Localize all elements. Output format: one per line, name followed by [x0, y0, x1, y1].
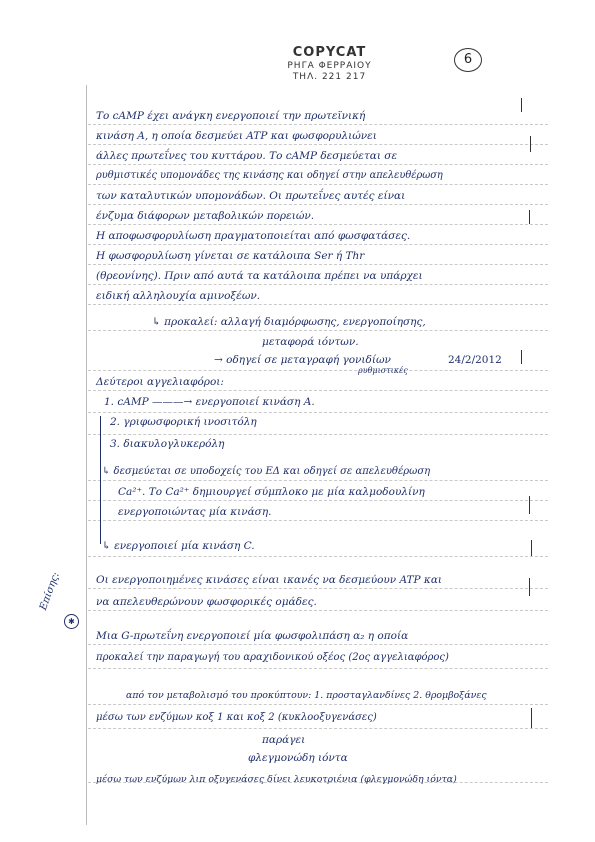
right-margin-mark — [531, 540, 533, 556]
text-line: των καταλυτικών υπομονάδων. Οι πρωτεΐνες αυτές είναι — [96, 190, 406, 202]
text-line: Ca²⁺. Το Ca²⁺ δημιουργεί σύμπλοκο με μία καλμοδουλίνη — [118, 486, 425, 498]
ruled-line — [88, 184, 548, 185]
ruled-line — [88, 284, 548, 285]
ruled-line — [88, 704, 548, 705]
text-line: από τον μεταβολισμό του προκύπτουν: 1. προσταγλανδίνες 2. θρομβοξάνες — [126, 690, 487, 701]
ruled-line — [88, 480, 548, 481]
page-number: 6 — [454, 48, 482, 72]
text-line: ένζυμα διάφορων μεταβολικών πορειών. — [96, 210, 315, 222]
ruled-line — [88, 204, 548, 205]
ruled-line — [88, 370, 548, 371]
ruled-line — [88, 330, 548, 331]
asterisk-circle-icon: ✱ — [64, 614, 79, 629]
list-bracket — [100, 440, 101, 544]
text-line: ↳ δεσμεύεται σε υποδοχείς του ΕΔ και οδηγεί σε απελευθέρωση — [102, 466, 431, 477]
ruled-line — [88, 728, 548, 729]
text-line: κινάση Α, η οποία δεσμεύει ATP και φωσφορυλιώνει — [96, 130, 377, 142]
text-line: μέσω των ενζύμων κοξ 1 και κοξ 2 (κυκλοοξυγενάσες) — [96, 712, 377, 723]
text-line: άλλες πρωτεΐνες του κυττάρου. Το cAMP δεσμεύεται σε — [96, 150, 398, 162]
text-line: Η φωσφορυλίωση γίνεται σε κατάλοιπα Ser ή Thr — [96, 250, 365, 262]
text-line: Οι ενεργοποιημένες κινάσες είναι ικανές να δεσμεύουν ATP και — [96, 574, 443, 586]
right-margin-mark — [530, 136, 532, 152]
right-margin-mark — [531, 708, 533, 728]
date: 24/2/2012 — [448, 354, 502, 366]
text-line: παράγει — [262, 734, 306, 746]
right-margin-mark — [529, 578, 531, 596]
text-line: (θρεονίνης). Πριν από αυτά τα κατάλοιπα πρέπει να υπάρχει — [96, 270, 423, 282]
text-line: → οδηγεί σε μεταγραφή γονιδίων — [214, 354, 391, 366]
copycat-stamp-title: COPYCAT — [292, 45, 367, 60]
list-item: 3. διακυλογλυκερόλη — [110, 438, 225, 450]
list-item: 1. cAMP ———→ ενεργοποιεί κινάση Α. — [104, 396, 315, 408]
section-heading: Δεύτεροι αγγελιαφόροι: — [96, 376, 224, 388]
ruled-line — [88, 304, 548, 305]
ruled-line — [88, 390, 548, 391]
right-margin-mark — [521, 350, 523, 364]
text-line: μέσω των ενζύμων λιπ οξυγενάσες δίνει λευκοτριένια (φλεγμονώδη ιόντα) — [96, 774, 457, 785]
text-line: ενεργοποιώντας μία κινάση. — [118, 506, 272, 518]
ruled-line — [88, 500, 548, 501]
text-line: να απελευθερώνουν φωσφορικές ομάδες. — [96, 596, 317, 608]
ruled-line — [88, 610, 548, 611]
ruled-line — [88, 434, 548, 435]
ruled-line — [88, 412, 548, 413]
list-item: 2. γριφωσφορική ινοσιτόλη — [110, 416, 257, 428]
ruled-line — [88, 588, 548, 589]
text-line: φλεγμονώδη ιόντα — [248, 752, 348, 764]
text-line: ↳ προκαλεί: αλλαγή διαμόρφωσης, ενεργοποίησης, — [152, 316, 426, 328]
text-line: Η αποφωσφορυλίωση πραγματοποιείται από φωσφατάσες. — [96, 230, 411, 242]
text-line: Το cAMP έχει ανάγκη ενεργοποιεί την πρωτεϊνική — [96, 110, 366, 122]
ruled-line — [88, 164, 548, 165]
ruled-line — [88, 668, 548, 669]
ruled-line — [88, 244, 548, 245]
text-line: Μια G-πρωτεΐνη ενεργοποιεί μία φωσφολιπάση α₂ η οποία — [96, 630, 409, 642]
text-line: ↳ ενεργοποιεί μία κινάση C. — [102, 540, 255, 552]
text-line: προκαλεί την παραγωγή του αραχιδονικού οξέος (2ος αγγελιαφόρος) — [96, 652, 449, 663]
ruled-line — [88, 644, 548, 645]
side-note: Επίσης: — [38, 570, 62, 612]
ruled-line — [88, 264, 548, 265]
right-margin-mark — [521, 98, 523, 112]
text-line: μεταφορά ιόντων. — [262, 336, 359, 348]
left-margin-line — [86, 85, 88, 825]
text-line: ρυθμιστικές υπομονάδες της κινάσης και οδηγεί στην απελευθέρωση — [96, 170, 443, 181]
ruled-line — [88, 124, 548, 125]
copycat-stamp-street: ΡΗΓΑ ΦΕΡΡΑΙΟΥ — [287, 61, 372, 71]
text-line: ειδική αλληλουχία αμινοξέων. — [96, 290, 261, 302]
ruled-line — [88, 556, 548, 557]
ruled-line — [88, 520, 548, 521]
text-line: ρυθμιστικές — [358, 366, 408, 375]
right-margin-mark — [529, 496, 531, 514]
right-margin-mark — [529, 210, 531, 224]
ruled-line — [88, 144, 548, 145]
ruled-line — [88, 224, 548, 225]
copycat-stamp-phone: ΤΗΛ. 221 217 — [292, 72, 367, 82]
